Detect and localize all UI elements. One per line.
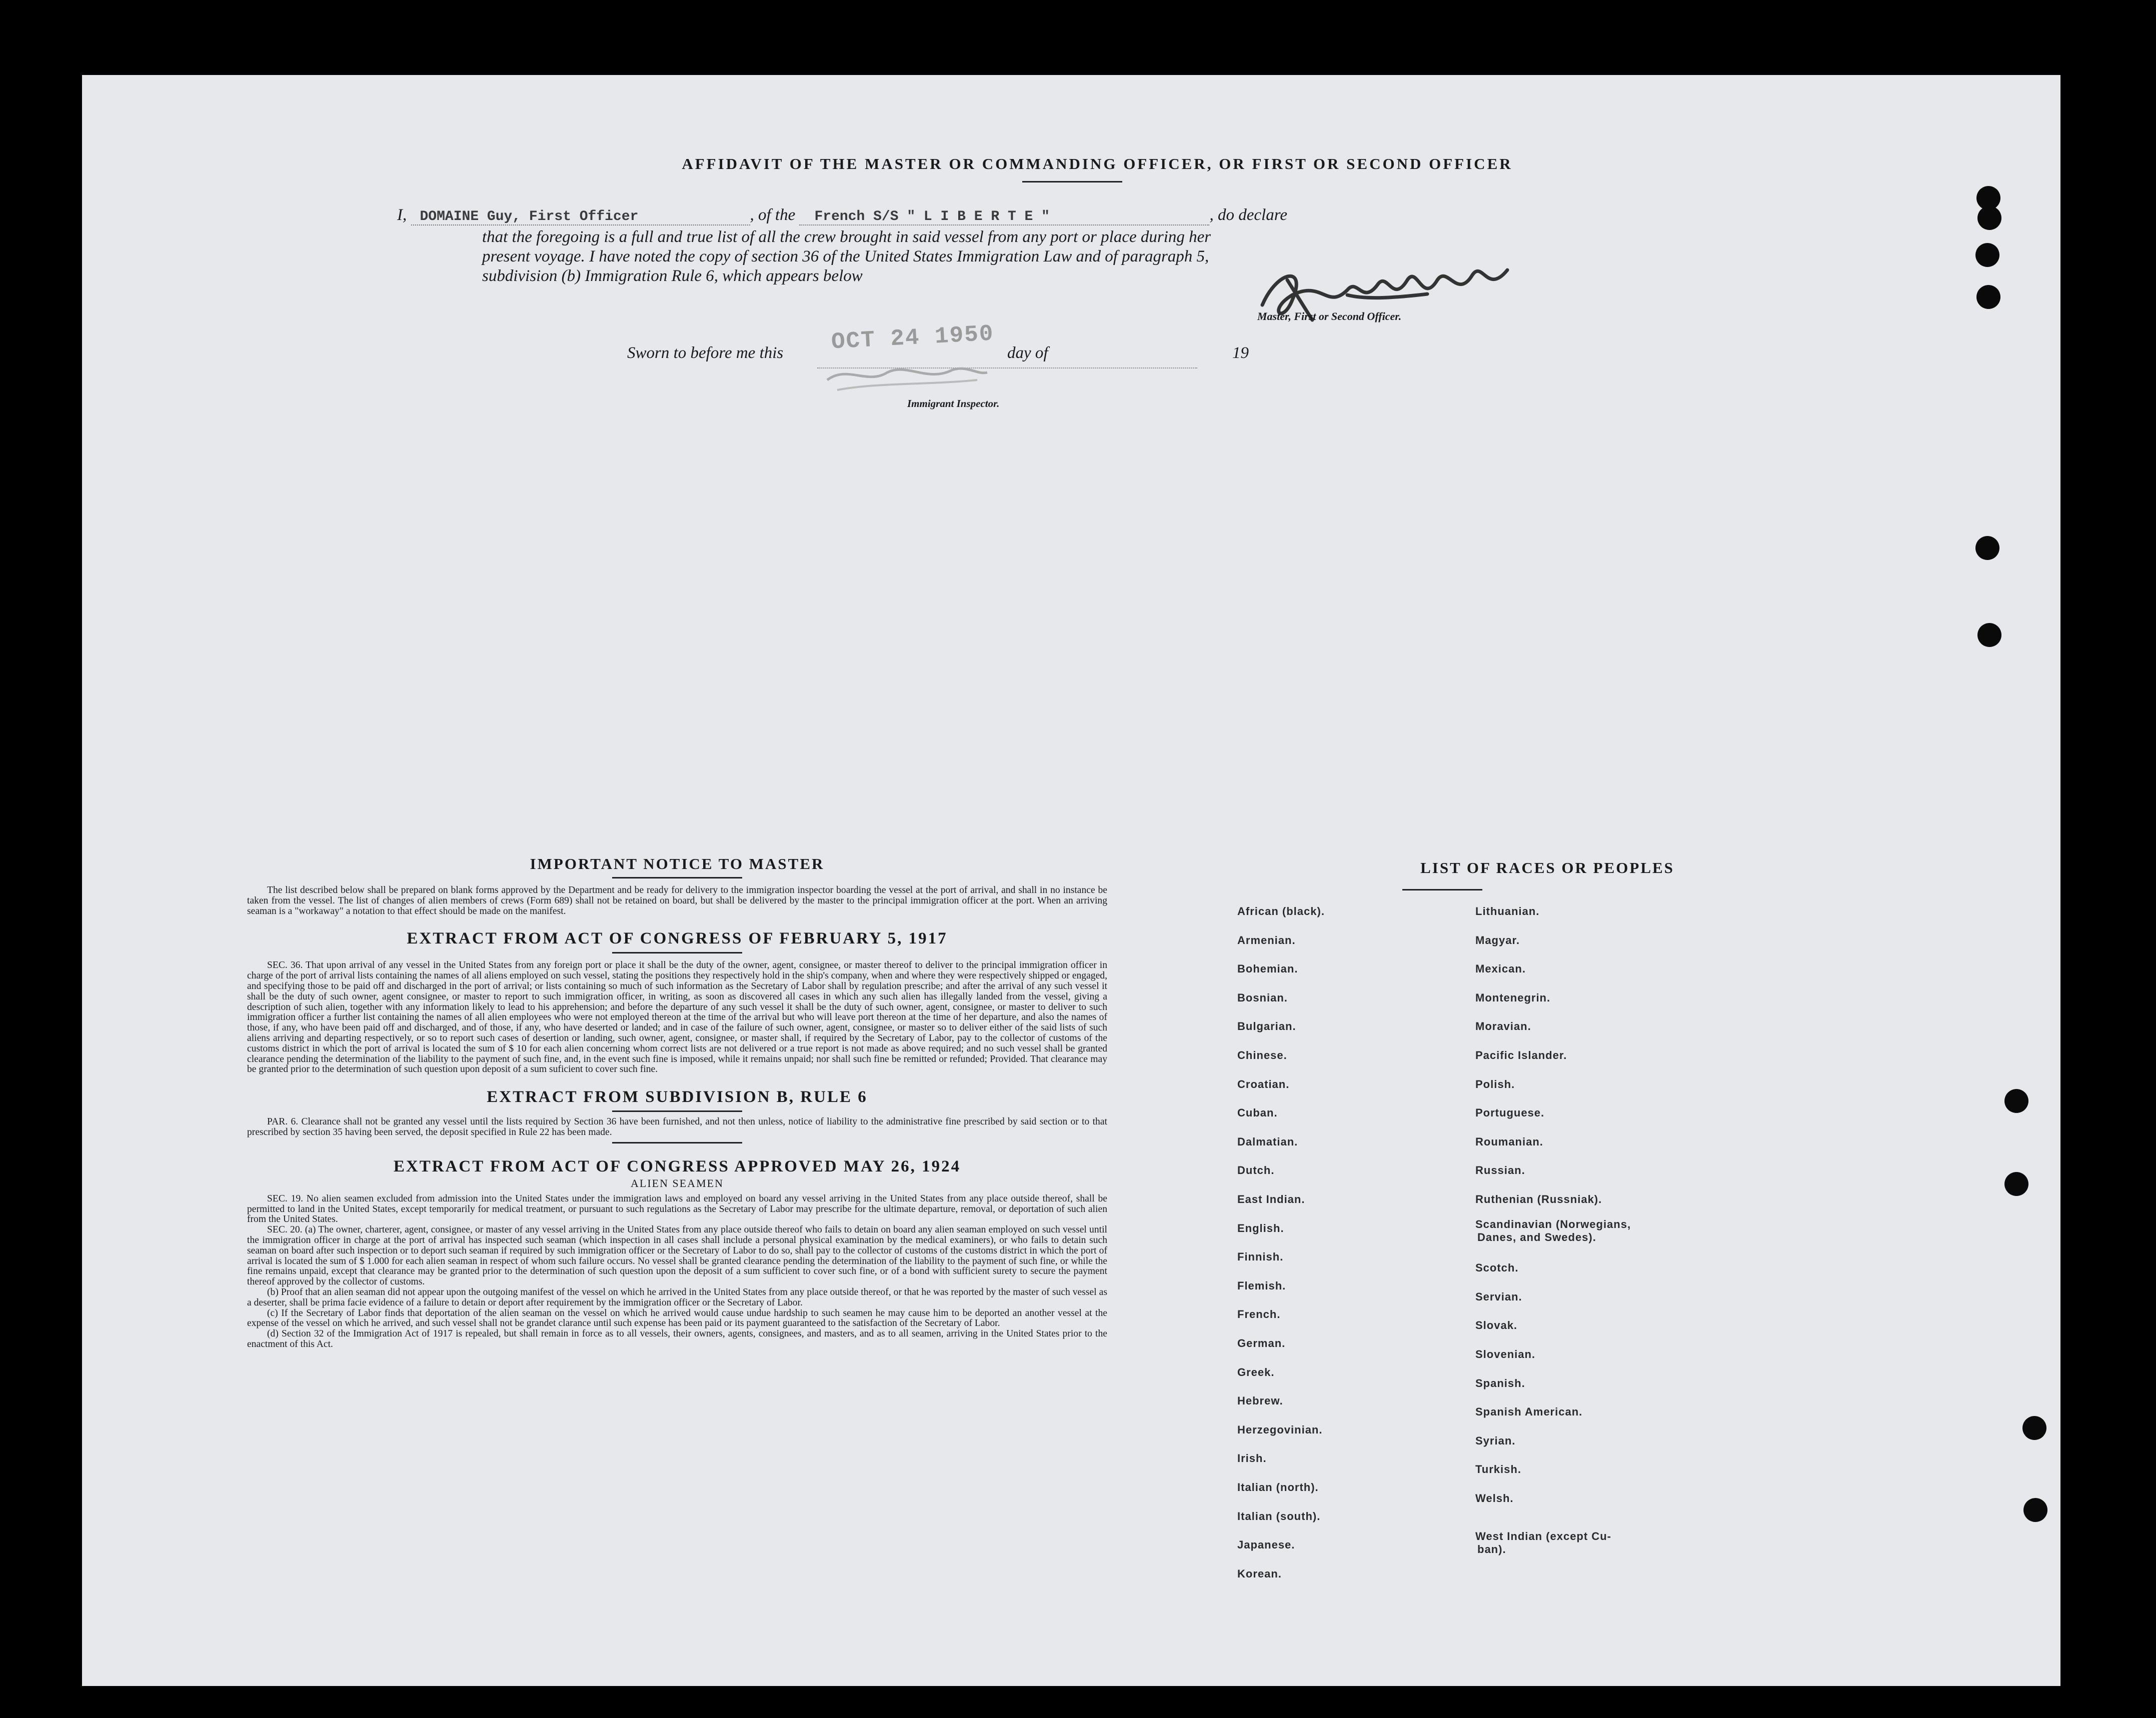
race-item: Turkish. xyxy=(1475,1463,1521,1476)
races-title-underline xyxy=(1402,889,1482,890)
race-item: Roumanian. xyxy=(1475,1135,1543,1148)
date-stamp: OCT 24 1950 xyxy=(830,320,995,356)
race-item: Dutch. xyxy=(1237,1164,1275,1177)
punch-hole xyxy=(1977,206,2001,230)
race-item: Welsh. xyxy=(1475,1492,1514,1504)
race-item: African (black). xyxy=(1237,905,1325,918)
race-item: Bulgarian. xyxy=(1237,1020,1296,1033)
notice-text: The list described below shall be prepared on blank forms approved by the Department and be ready for delivery to the immigration inspector boarding the vessel at the port of arrival, and shall in no instance be taken from the vessel. The list of changes of alien members of crews (Form 689) shall not be retained on board, but shall be delivered by the master to the principal immigration officer at the port. When an arriving seaman is a "workaway" a notation to that effect should be made on the manifest. xyxy=(247,885,1107,916)
divider xyxy=(612,952,742,954)
sec20b-text: (b) Proof that an alien seaman did not appear upon the outgoing manifest of the vessel on which he arrived in the United States from any place outside thereof, or that he was reported by the master of such vessel as a deserter, shall be prima facie evidence of a failure to detain or deport after requirement by the immigration officer or the Secretary of Labor. xyxy=(247,1286,1107,1308)
signature-caption: Master, First or Second Officer. xyxy=(1257,310,1402,322)
extract-rule6-text: PAR. 6. Clearance shall not be granted any vessel until the lists required by Section 36 have been furnished, and not then unless, notice of liability to the administrative fine prescribed by said section or to that prescribed by section 35 having been served, the deposit specified in Rule 22 has been made. xyxy=(247,1116,1107,1138)
affidavit-title: AFFIDAVIT OF THE MASTER OR COMMANDING OFFICER, OR FIRST OR SECOND OFFICER xyxy=(682,155,1513,172)
race-item: Spanish American. xyxy=(1475,1406,1583,1418)
race-item: Russian. xyxy=(1475,1164,1525,1177)
race-item: Scandinavian (Norwegians, xyxy=(1475,1218,1631,1230)
of-the-text: , of the xyxy=(750,206,796,224)
notice-title: IMPORTANT NOTICE TO MASTER xyxy=(530,855,825,872)
race-item: West Indian (except Cu- xyxy=(1475,1530,1611,1542)
vessel-name-field: French S/S " L I B E R T E " xyxy=(799,209,1209,226)
punch-hole xyxy=(2004,1089,2028,1113)
declaration-line-4: subdivision (b) Immigration Rule 6, which appears below xyxy=(482,267,863,285)
punch-hole xyxy=(1975,536,1999,560)
race-item: Armenian. xyxy=(1237,934,1296,946)
race-item: Irish. xyxy=(1237,1452,1267,1465)
legal-notices xyxy=(247,855,1107,1350)
declaration-line-1 xyxy=(397,206,1507,226)
race-item: Dalmatian. xyxy=(1237,1135,1298,1148)
punch-hole xyxy=(2023,1498,2047,1522)
sworn-text: Sworn to before me this xyxy=(627,344,784,362)
punch-hole xyxy=(2022,1416,2046,1440)
race-item: Italian (north). xyxy=(1237,1481,1319,1494)
race-item: Danes, and Swedes). xyxy=(1477,1230,1596,1244)
race-item: Japanese. xyxy=(1237,1538,1295,1552)
race-item: Italian (south). xyxy=(1237,1510,1321,1522)
race-item: Hebrew. xyxy=(1237,1394,1283,1408)
punch-hole xyxy=(1977,623,2001,647)
race-item: Pacific Islander. xyxy=(1475,1049,1567,1062)
declaration-line-3: present voyage. I have noted the copy of section 36 of the United States Immigration Law and of paragraph 5, xyxy=(482,248,1209,266)
race-item: Montenegrin. xyxy=(1475,991,1551,1004)
declaration-prefix: I, xyxy=(397,206,407,224)
divider xyxy=(612,1142,742,1144)
declaration-line-2: that the foregoing is a full and true list of all the crew brought in said vessel from any port or place during her xyxy=(482,228,1211,246)
title-underline xyxy=(1022,181,1122,182)
race-item: English. xyxy=(1237,1222,1284,1234)
race-item: Bohemian. xyxy=(1237,962,1298,976)
race-item: Syrian. xyxy=(1475,1434,1516,1447)
punch-hole xyxy=(1976,285,2000,309)
race-item: Bosnian. xyxy=(1237,991,1288,1004)
punch-hole xyxy=(1975,243,1999,267)
sec19-text: SEC. 19. No alien seamen excluded from admission into the United States under the immigration laws and employed on board any vessel arriving in the United States from any place outside thereof, shall be permitted to land in the United States, except temporarily for medical treatment, or pursuant to such regulations as the Secretary of Labor may prescribe for the ultimate departure, removal, or deportation of such alien from the United States. xyxy=(247,1193,1107,1225)
document-page xyxy=(82,75,2060,1686)
race-item: ban). xyxy=(1477,1542,1506,1556)
race-item: Slovak. xyxy=(1475,1319,1518,1332)
extract-1924-title: EXTRACT FROM ACT OF CONGRESS APPROVED MAY 26, 1924 xyxy=(393,1157,961,1176)
do-declare-text: , do declare xyxy=(1209,206,1287,224)
race-item: Mexican. xyxy=(1475,962,1526,976)
race-item: Moravian. xyxy=(1475,1020,1531,1033)
race-item: Slovenian. xyxy=(1475,1348,1536,1360)
inspector-caption: Immigrant Inspector. xyxy=(907,398,1000,410)
races-title: LIST OF RACES OR PEOPLES xyxy=(1420,859,1674,876)
extract-1917-text: SEC. 36. That upon arrival of any vessel in the United States from any foreign port or place it shall be the duty of the owner, agent, consignee, or master thereof to deliver to the principal immigration officer in charge of the port of arrival lists containing the names of all aliens employed on such vessel, stating the positions they respectively hold in the ship's company, when and where they were respectively shipped or engaged, and specifying those to be paid off and discharged in the port of arrival; or lists containing so much of such information as the Secretary of Labor shall by regulation prescribe; and after the arrival of any such vessel it shall be the duty of such owner, agent consignee, or master to report to such immigration officer, in writing, as soon as discovered all cases in which any such alien has illegally landed from the vessel, giving a description of such alien, together with any information likely to lead to his apprehension; and before the departure of any such vessel it shall be the duty of such owner, agent, consignee, or master to deliver to such immigration officer a further list containing the names of all alien employees who were not employed thereon at the time of the arrival but who will leave port thereon at the time of her departure, and also the names of those, if any, who have been paid off and discharged, and of those, if any, who have deserted or landed; and in case of the failure of such owner, agent, consignee, or master so to deliver either of the said lists of such aliens arriving and departing respectively, or so to report such cases of desertion or landing, such owner, agent, consignee, or master shall, if required by the Secretary of Labor, pay to the collector of customs of the customs district in which the port of arrival is located the sum of $ 10 for each alien concerning whom correct lists are not delivered or a true report is not made as above required; and no such vessel shall be granted clearance pending the determination of the liability to the payment of such fine, and, in the event such fine is imposed, while it remains unpaid; nor shall such fine be remitted or refunded; Provided. That clearance may be granted prior to the determination of such question upon deposit of a sum suficient to cover such fine. xyxy=(247,960,1107,1075)
officer-name-field: DOMAINE Guy, First Officer xyxy=(411,209,750,226)
race-item: Polish. xyxy=(1475,1078,1515,1090)
year-prefix: 19 xyxy=(1232,344,1249,362)
race-item: Finnish. xyxy=(1237,1250,1284,1264)
sec20d-text: (d) Section 32 of the Immigration Act of 1917 is repealed, but shall remain in force as to all vessels, their owners, agents, consignees, and masters, and as to all seamen, arriving in the United States prior to the enactment of this Act. xyxy=(247,1328,1107,1350)
race-item: Cuban. xyxy=(1237,1106,1278,1120)
race-item: Lithuanian. xyxy=(1475,905,1540,918)
extract-rule6-title: EXTRACT FROM SUBDIVISION B, RULE 6 xyxy=(487,1088,868,1106)
sec20c-text: (c) If the Secretary of Labor finds that deportation of the alien seaman on the vessel on which he arrived would cause undue hardship to such seamen he may cause him to be deported an another vessel at the expense of the vessel on which he arrived, and such vessel shall not be grandet clarance until such expense has been paid or its payment guaranteed to the satisfaction of the Secretary of Labor. xyxy=(247,1308,1107,1329)
race-item: Flemish. xyxy=(1237,1279,1286,1292)
race-item: Greek. xyxy=(1237,1366,1275,1378)
extract-1917-title: EXTRACT FROM ACT OF CONGRESS OF FEBRUARY 5, 1917 xyxy=(407,930,948,948)
race-item: Magyar. xyxy=(1475,934,1520,946)
divider xyxy=(612,877,742,878)
race-item: Herzegovinian. xyxy=(1237,1423,1323,1436)
race-item: German. xyxy=(1237,1337,1286,1350)
alien-seamen-subtitle: ALIEN SEAMEN xyxy=(631,1176,724,1190)
race-item: Scotch. xyxy=(1475,1262,1519,1274)
race-item: Chinese. xyxy=(1237,1049,1287,1062)
race-item: Croatian. xyxy=(1237,1078,1290,1090)
sec20a-text: SEC. 20. (a) The owner, charterer, agent, consignee, or master of any vessel arriving in the United States from any place outside thereof who fails to detain on board any alien seaman employed on such vessel until the immigration officer in charge at the port of arrival has inspected such seaman (which inspection in all cases shall include a personal physical examination by the medical examiners), or who fails to detain such seaman on board after such inspection or to deport such seaman if required by such immigration officer or the Secretary of Labor to do so, shall pay to the collector of customs of the customs district in which the port of arrival is located the sum of $ 1.000 for each alien seaman in respect of whom such failure occurs. No vessel shall be granted clearance pending the determination of the liability to the payment of such fine, or while the fine remains unpaid, except that clearance may be granted prior to the determination of such question upon the deposit of a sum sufficient to cover such fine, or of a bond with sufficient surety to secure the payment thereof approved by the collector of customs. xyxy=(247,1224,1107,1288)
race-item: Servian. xyxy=(1475,1290,1522,1303)
inspector-signature xyxy=(817,355,997,395)
race-item: Ruthenian (Russniak). xyxy=(1475,1193,1602,1206)
day-of-text: day of xyxy=(1007,344,1048,362)
punch-hole xyxy=(2004,1172,2028,1196)
race-item: East Indian. xyxy=(1237,1193,1305,1206)
race-item: Portuguese. xyxy=(1475,1106,1545,1120)
race-item: French. xyxy=(1237,1308,1281,1321)
divider xyxy=(612,1110,742,1112)
race-item: Korean. xyxy=(1237,1567,1282,1580)
race-item: Spanish. xyxy=(1475,1376,1525,1390)
